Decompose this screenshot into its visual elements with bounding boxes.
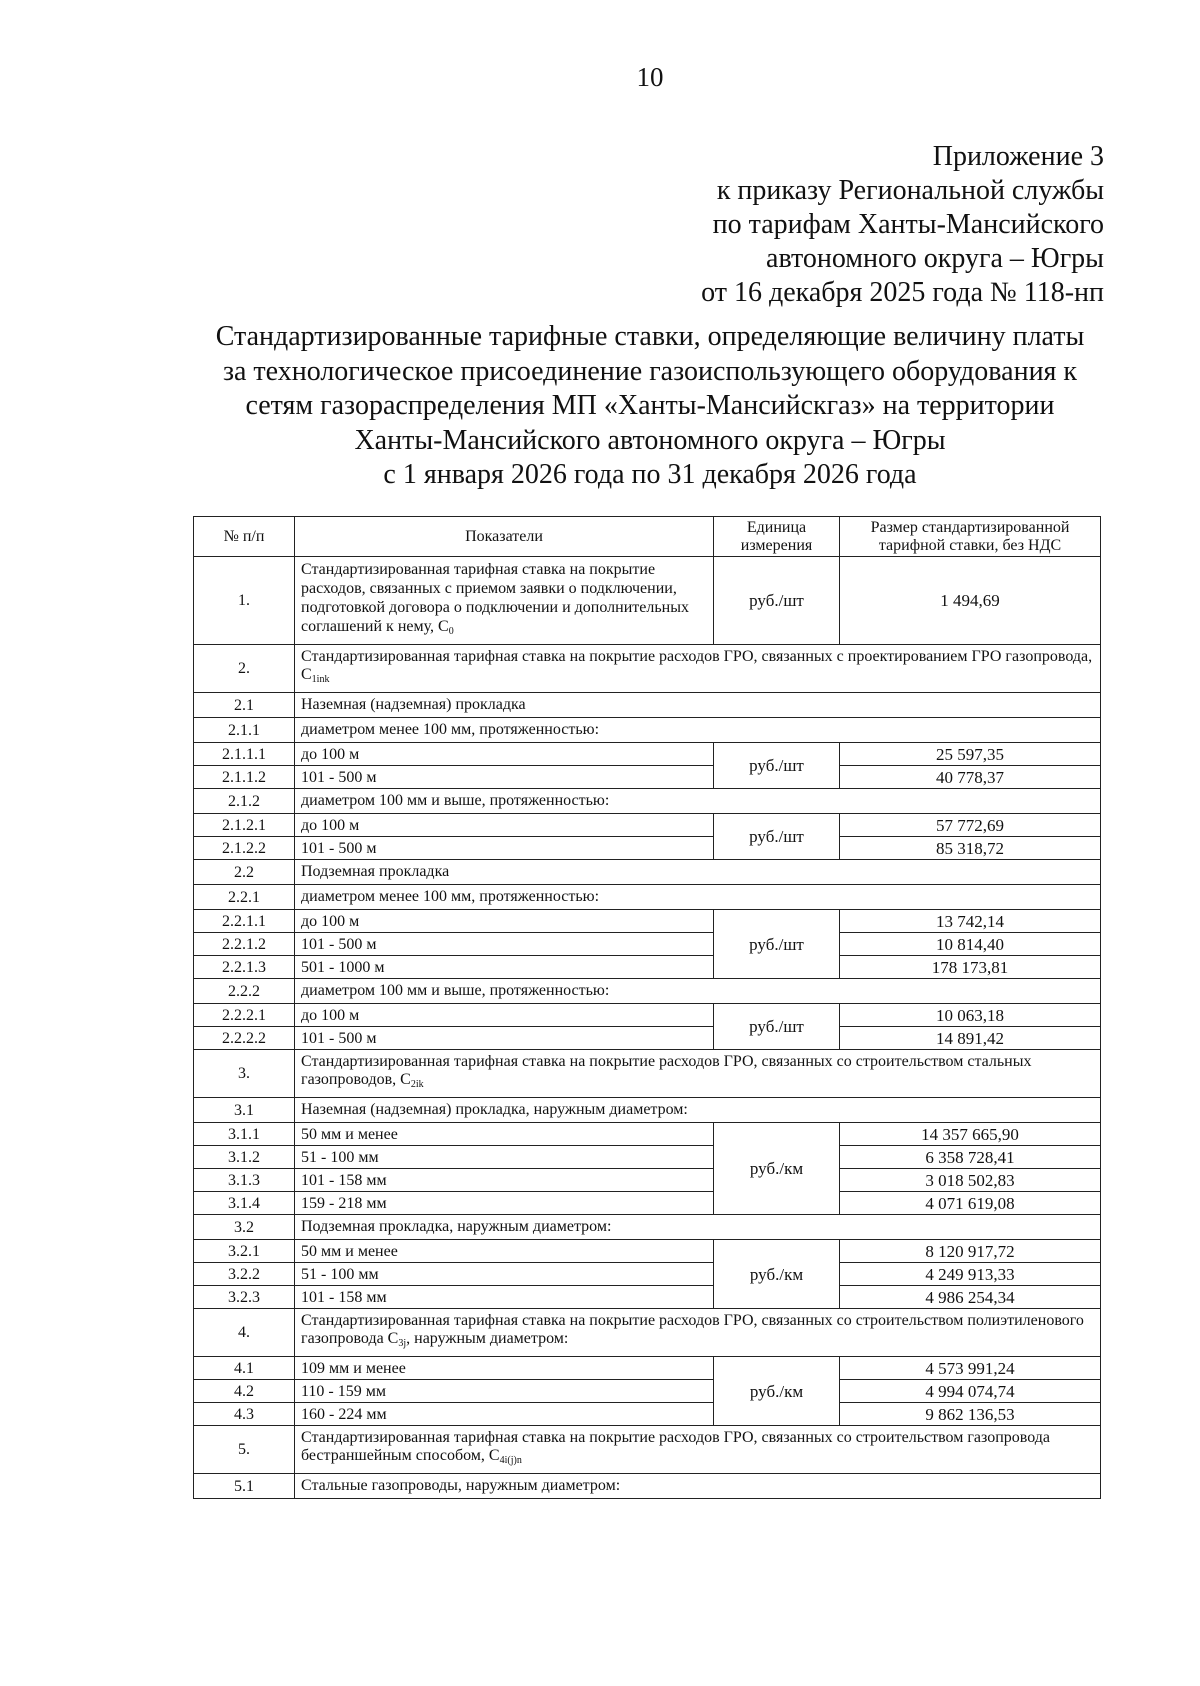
table-row (194, 910, 1101, 933)
subscript: 0 (448, 626, 454, 637)
row-unit: руб./шт (714, 910, 840, 979)
row-number: 2.1.1 (194, 718, 295, 743)
row-number: 3.1.2 (194, 1146, 295, 1169)
row-indicator: Подземная прокладка, наружным диаметром: (295, 1215, 1101, 1240)
table-row (194, 956, 1101, 979)
row-indicator: 159 - 218 мм (295, 1192, 714, 1215)
row-indicator: Подземная прокладка (295, 860, 1101, 885)
appendix-line: автономного округа – Югры (766, 243, 1104, 274)
row-number: 2.2.1.3 (194, 956, 295, 979)
row-value: 10 814,40 (840, 933, 1101, 956)
table-row (194, 1192, 1101, 1215)
subscript: 4i(j)n (499, 1455, 522, 1466)
row-indicator: Наземная (надземная) прокладка (295, 693, 1101, 718)
row-number: 2.2 (194, 860, 295, 885)
table-row (194, 1146, 1101, 1169)
row-indicator: диаметром 100 мм и выше, протяженностью: (295, 789, 1101, 814)
row-indicator: до 100 м (295, 1004, 714, 1027)
row-indicator: Стандартизированная тарифная ставка на покрытие расходов ГРО, связанных со строительством газопровода бестраншейным способом, $С_{4i(j)n}$ (295, 1426, 1101, 1474)
row-indicator: 501 - 1000 м (295, 956, 714, 979)
subscript: 1ink (311, 674, 330, 685)
row-value: 4 994 074,74 (840, 1380, 1101, 1403)
table-row (194, 1027, 1101, 1050)
header-num: № п/п (194, 517, 295, 557)
row-value: 4 071 619,08 (840, 1192, 1101, 1215)
table-row (194, 1263, 1101, 1286)
table-header-row (194, 517, 1101, 557)
table-row (194, 557, 1101, 645)
row-number: 2.2.2.2 (194, 1027, 295, 1050)
row-indicator: Стандартизированная тарифная ставка на покрытие расходов ГРО, связанных с проектированием ГРО газопровода, $С_{1ink}$ (295, 645, 1101, 693)
table-section-row (194, 718, 1101, 743)
row-indicator: 51 - 100 мм (295, 1146, 714, 1169)
row-number: 3.1 (194, 1098, 295, 1123)
header-indicator: Показатели (295, 517, 714, 557)
row-number: 3.1.1 (194, 1123, 295, 1146)
row-value: 25 597,35 (840, 743, 1101, 766)
table-section-row (194, 693, 1101, 718)
table-section-row (194, 1474, 1101, 1499)
row-indicator: 101 - 158 мм (295, 1169, 714, 1192)
row-unit: руб./км (714, 1123, 840, 1215)
subscript: 3j (398, 1338, 407, 1349)
row-unit: руб./км (714, 1240, 840, 1309)
row-number: 3. (194, 1050, 295, 1098)
row-value: 14 357 665,90 (840, 1123, 1101, 1146)
row-value: 6 358 728,41 (840, 1146, 1101, 1169)
row-number: 2.1.2.2 (194, 837, 295, 860)
row-unit: руб./шт (714, 743, 840, 789)
row-number: 2.2.1.2 (194, 933, 295, 956)
row-value: 9 862 136,53 (840, 1403, 1101, 1426)
table-section-row (194, 1215, 1101, 1240)
row-value: 4 986 254,34 (840, 1286, 1101, 1309)
row-unit: руб./шт (714, 557, 840, 645)
row-indicator: Стандартизированная тарифная ставка на покрытие расходов, связанных с приемом заявки о подключении, подготовкой договора о подключении и дополнительных соглашений к нему, $С_0$ (295, 557, 714, 645)
row-indicator: Стальные газопроводы, наружным диаметром: (295, 1474, 1101, 1499)
row-value: 1 494,69 (840, 557, 1101, 645)
title-line: Стандартизированные тарифные ставки, определяющие величину платы (215, 321, 1085, 352)
row-indicator: 109 мм и менее (295, 1357, 714, 1380)
row-indicator: до 100 м (295, 743, 714, 766)
row-indicator: 50 мм и менее (295, 1240, 714, 1263)
row-number: 3.2.2 (194, 1263, 295, 1286)
row-value: 4 249 913,33 (840, 1263, 1101, 1286)
row-number: 5.1 (194, 1474, 295, 1499)
row-number: 2.2.2.1 (194, 1004, 295, 1027)
page-number: 10 (636, 62, 664, 92)
row-indicator: Стандартизированная тарифная ставка на покрытие расходов ГРО, связанных со строительством стальных газопроводов, $С_{2ik}$ (295, 1050, 1101, 1098)
table-section-row (194, 645, 1101, 693)
row-number: 4. (194, 1309, 295, 1357)
row-value: 8 120 917,72 (840, 1240, 1101, 1263)
tariff-table (193, 516, 1101, 1499)
row-value: 85 318,72 (840, 837, 1101, 860)
table-body (194, 557, 1101, 1499)
table-row (194, 814, 1101, 837)
row-number: 2.2.1 (194, 885, 295, 910)
table-row (194, 1403, 1101, 1426)
row-value: 3 018 502,83 (840, 1169, 1101, 1192)
document-title (180, 320, 1120, 493)
row-number: 4.1 (194, 1357, 295, 1380)
appendix-line: по тарифам Ханты-Мансийского (712, 209, 1104, 240)
header-unit: Единица измерения (714, 517, 840, 557)
row-number: 2.1.2 (194, 789, 295, 814)
row-number: 3.2.3 (194, 1286, 295, 1309)
row-number: 3.1.4 (194, 1192, 295, 1215)
row-unit: руб./шт (714, 814, 840, 860)
row-indicator: диаметром менее 100 мм, протяженностью: (295, 885, 1101, 910)
row-value: 14 891,42 (840, 1027, 1101, 1050)
row-number: 1. (194, 557, 295, 645)
title-line: Ханты-Мансийского автономного округа – Югры (354, 424, 946, 456)
row-indicator: Наземная (надземная) прокладка, наружным диаметром: (295, 1098, 1101, 1123)
row-indicator: 101 - 500 м (295, 837, 714, 860)
table-section-row (194, 1309, 1101, 1357)
row-number: 2.1.1.1 (194, 743, 295, 766)
appendix-line: Приложение 3 (932, 141, 1104, 172)
row-indicator: до 100 м (295, 814, 714, 837)
row-number: 4.2 (194, 1380, 295, 1403)
row-value: 4 573 991,24 (840, 1357, 1101, 1380)
table-row (194, 837, 1101, 860)
table-row (194, 1286, 1101, 1309)
row-number: 2.2.1.1 (194, 910, 295, 933)
row-number: 3.2 (194, 1215, 295, 1240)
appendix-line: от 16 декабря 2025 года № 118-нп (701, 277, 1104, 308)
table-row (194, 766, 1101, 789)
table-row (194, 743, 1101, 766)
row-indicator: 101 - 500 м (295, 766, 714, 789)
row-indicator: диаметром менее 100 мм, протяженностью: (295, 718, 1101, 743)
table-section-row (194, 1050, 1101, 1098)
row-indicator: 101 - 158 мм (295, 1286, 714, 1309)
row-value: 178 173,81 (840, 956, 1101, 979)
title-line: за технологическое присоединение газоиспользующего оборудования к (222, 355, 1078, 387)
row-indicator: диаметром 100 мм и выше, протяженностью: (295, 979, 1101, 1004)
appendix-block (701, 140, 1104, 310)
row-unit: руб./шт (714, 1004, 840, 1050)
table-section-row (194, 885, 1101, 910)
row-indicator: до 100 м (295, 910, 714, 933)
row-indicator: 101 - 500 м (295, 933, 714, 956)
row-indicator: 110 - 159 мм (295, 1380, 714, 1403)
table-row (194, 1240, 1101, 1263)
table-section-row (194, 860, 1101, 885)
table-row (194, 1357, 1101, 1380)
row-indicator: Стандартизированная тарифная ставка на покрытие расходов ГРО, связанных со строительством полиэтиленового газопровода $С_{3j}$, наружным диаметром: (295, 1309, 1101, 1357)
row-number: 4.3 (194, 1403, 295, 1426)
row-number: 2.1.1.2 (194, 766, 295, 789)
table-row (194, 1004, 1101, 1027)
row-number: 2.1 (194, 693, 295, 718)
row-value: 13 742,14 (840, 910, 1101, 933)
title-line: сетям газораспределения МП «Ханты-Мансийскгаз» на территории (245, 390, 1055, 421)
row-number: 2. (194, 645, 295, 693)
row-indicator: 101 - 500 м (295, 1027, 714, 1050)
row-number: 3.2.1 (194, 1240, 295, 1263)
row-number: 3.1.3 (194, 1169, 295, 1192)
row-value: 40 778,37 (840, 766, 1101, 789)
row-value: 57 772,69 (840, 814, 1101, 837)
table-section-row (194, 789, 1101, 814)
row-indicator: 160 - 224 мм (295, 1403, 714, 1426)
table-section-row (194, 1098, 1101, 1123)
table-row (194, 1169, 1101, 1192)
row-value: 10 063,18 (840, 1004, 1101, 1027)
row-number: 5. (194, 1426, 295, 1474)
row-indicator: 50 мм и менее (295, 1123, 714, 1146)
appendix-line: к приказу Региональной службы (716, 175, 1104, 206)
table-row (194, 933, 1101, 956)
table-row (194, 1123, 1101, 1146)
row-unit: руб./км (714, 1357, 840, 1426)
row-number: 2.2.2 (194, 979, 295, 1004)
table-row (194, 1380, 1101, 1403)
table-section-row (194, 1426, 1101, 1474)
row-number: 2.1.2.1 (194, 814, 295, 837)
row-indicator: 51 - 100 мм (295, 1263, 714, 1286)
subscript: 2ik (410, 1079, 424, 1090)
header-value: Размер стандартизированной тарифной ставки, без НДС (840, 517, 1101, 557)
table-section-row (194, 979, 1101, 1004)
title-line: с 1 января 2026 года по 31 декабря 2026 года (383, 459, 917, 490)
